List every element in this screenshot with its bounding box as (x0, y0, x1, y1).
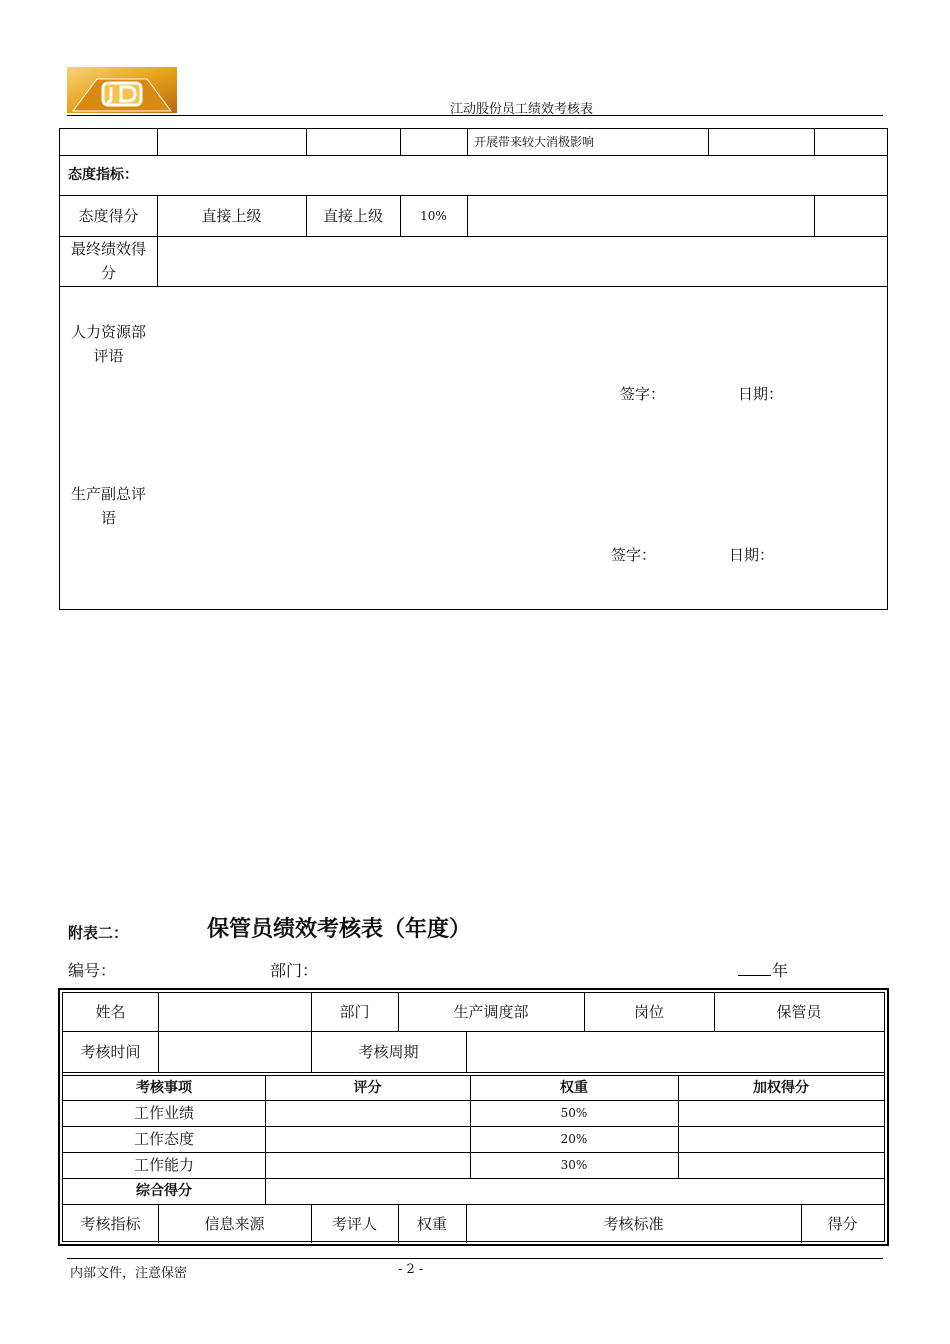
year-blank[interactable] (738, 975, 771, 976)
storekeeper-evaluation-table (58, 988, 889, 1246)
header-score: 评分 (353, 1079, 382, 1096)
page-number: - 2 - (398, 1262, 424, 1277)
number-label: 编号： (68, 961, 117, 980)
attitude-rater: 直接上级 (322, 206, 383, 225)
vp-comment-label: 生产副总评语 (70, 485, 146, 527)
col-divider (265, 1178, 266, 1204)
summary-item: 工作态度 (133, 1130, 194, 1148)
row-divider (60, 236, 887, 237)
department-label: 部门： (270, 961, 319, 980)
post-value: 保管员 (776, 1003, 822, 1021)
eval-time-label: 考核时间 (80, 1042, 141, 1061)
detail-header-source: 信息来源 (204, 1214, 265, 1233)
final-score-label: 最终绩效得分 (70, 240, 146, 282)
total-score-label: 综合得分 (136, 1183, 192, 1199)
table-inner-border (62, 992, 885, 1242)
col-divider (467, 129, 468, 155)
summary-item: 工作业绩 (133, 1104, 194, 1122)
summary-item: 工作能力 (133, 1156, 194, 1174)
attitude-section-title: 态度指标： (68, 167, 138, 183)
col-divider (814, 129, 815, 155)
hr-sign-label: 签字： (620, 385, 666, 403)
col-divider (157, 129, 158, 155)
col-divider (814, 195, 815, 236)
col-divider (708, 129, 709, 155)
footer-confidential: 内部文件，注意保密 (70, 1266, 188, 1281)
attitude-source: 直接上级 (201, 206, 262, 225)
header-item: 考核事项 (136, 1079, 192, 1096)
col-divider (400, 129, 401, 155)
eval-period-label: 考核周期 (358, 1042, 419, 1061)
vp-sign-label: 签字： (611, 546, 657, 564)
summary-weight: 30% (560, 1158, 588, 1172)
header-weight: 权重 (560, 1079, 588, 1096)
summary-weight: 20% (560, 1132, 588, 1146)
header-title: 江动股份员工绩效考核表 (450, 102, 594, 117)
hr-date-label: 日期： (738, 385, 784, 403)
header-weighted-score: 加权得分 (753, 1079, 809, 1096)
row-divider (60, 286, 887, 287)
row-divider (60, 155, 887, 156)
appendix-label: 附表二： (68, 924, 129, 942)
detail-header-score: 得分 (827, 1214, 858, 1233)
detail-header-indicator: 考核指标 (80, 1214, 141, 1233)
name-label: 姓名 (95, 1003, 126, 1021)
dept-value: 生产调度部 (453, 1003, 529, 1021)
eval-time-value[interactable] (158, 1031, 311, 1072)
standard-text: 开展带来较大消极影响 (474, 135, 595, 149)
attitude-weight: 10% (420, 208, 447, 223)
year-suffix: 年 (772, 961, 789, 980)
name-value[interactable] (158, 993, 311, 1031)
detail-header-standard: 考核标准 (603, 1214, 664, 1233)
summary-weight: 50% (560, 1106, 588, 1120)
header-rule (67, 115, 883, 116)
col-divider (306, 129, 307, 155)
dept-label: 部门 (339, 1003, 370, 1021)
evaluation-table-top (59, 128, 888, 610)
vp-date-label: 日期： (729, 546, 775, 564)
company-logo (67, 67, 177, 113)
attitude-score-label: 态度得分 (78, 206, 139, 225)
eval-period-value[interactable] (466, 1031, 884, 1072)
col-divider (157, 236, 158, 286)
detail-header-weight: 权重 (416, 1214, 447, 1233)
row-divider (63, 1072, 884, 1073)
footer-rule (67, 1258, 883, 1259)
hr-comment-label: 人力资源部评语 (70, 323, 146, 365)
detail-header-rater: 考评人 (331, 1214, 377, 1233)
post-label: 岗位 (633, 1003, 664, 1021)
col-divider (467, 195, 468, 236)
appendix-title: 保管员绩效考核表（年度） (207, 917, 472, 942)
